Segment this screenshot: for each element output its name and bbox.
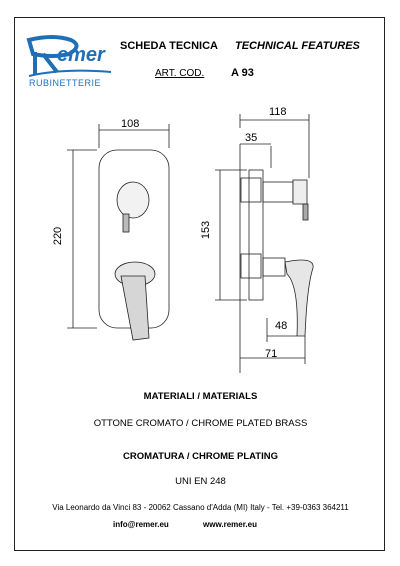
side-upper-port xyxy=(241,178,261,202)
logo-subtitle: RUBINETTERIE xyxy=(29,78,102,88)
front-lever xyxy=(121,276,149,340)
materials-heading: MATERIALI / MATERIALS xyxy=(143,391,258,402)
dim-front-height: 220 xyxy=(52,226,65,246)
plating-heading: CROMATURA / CHROME PLATING xyxy=(123,451,278,462)
title-english: TECHNICAL FEATURES xyxy=(235,40,360,52)
footer-address: Via Leonardo da Vinci 83 - 20062 Cassano d'Adda (MI) Italy - Tel. +39-0363 364211 xyxy=(52,503,349,512)
technical-drawing xyxy=(15,18,386,552)
dim-side-total: 118 xyxy=(269,106,287,118)
dim-side-top: 35 xyxy=(245,132,258,144)
logo-word: emer xyxy=(57,44,105,66)
side-knob-cap xyxy=(293,180,307,204)
dim-side-48: 48 xyxy=(275,320,288,332)
materials-value: OTTONE CROMATO / CHROME PLATED BRASS xyxy=(93,418,308,429)
dim-front-width: 108 xyxy=(121,118,140,130)
technical-sheet xyxy=(14,17,385,551)
front-diverter xyxy=(123,214,129,232)
side-lower-port xyxy=(241,254,261,278)
side-lever-base xyxy=(263,258,285,276)
front-top-knob xyxy=(117,182,149,218)
plating-value: UNI EN 248 xyxy=(175,476,226,487)
title-italian: SCHEDA TECNICA xyxy=(120,40,218,52)
side-diverter xyxy=(303,204,308,220)
side-top-knob xyxy=(263,182,293,202)
dim-side-71: 71 xyxy=(265,348,278,360)
article-number: A 93 xyxy=(231,67,254,79)
footer-email[interactable]: info@remer.eu xyxy=(113,520,169,529)
article-code-label: ART. COD. xyxy=(155,68,205,79)
side-lever xyxy=(285,260,313,336)
dim-side-height: 153 xyxy=(200,220,213,240)
footer-website[interactable]: www.remer.eu xyxy=(203,520,257,529)
